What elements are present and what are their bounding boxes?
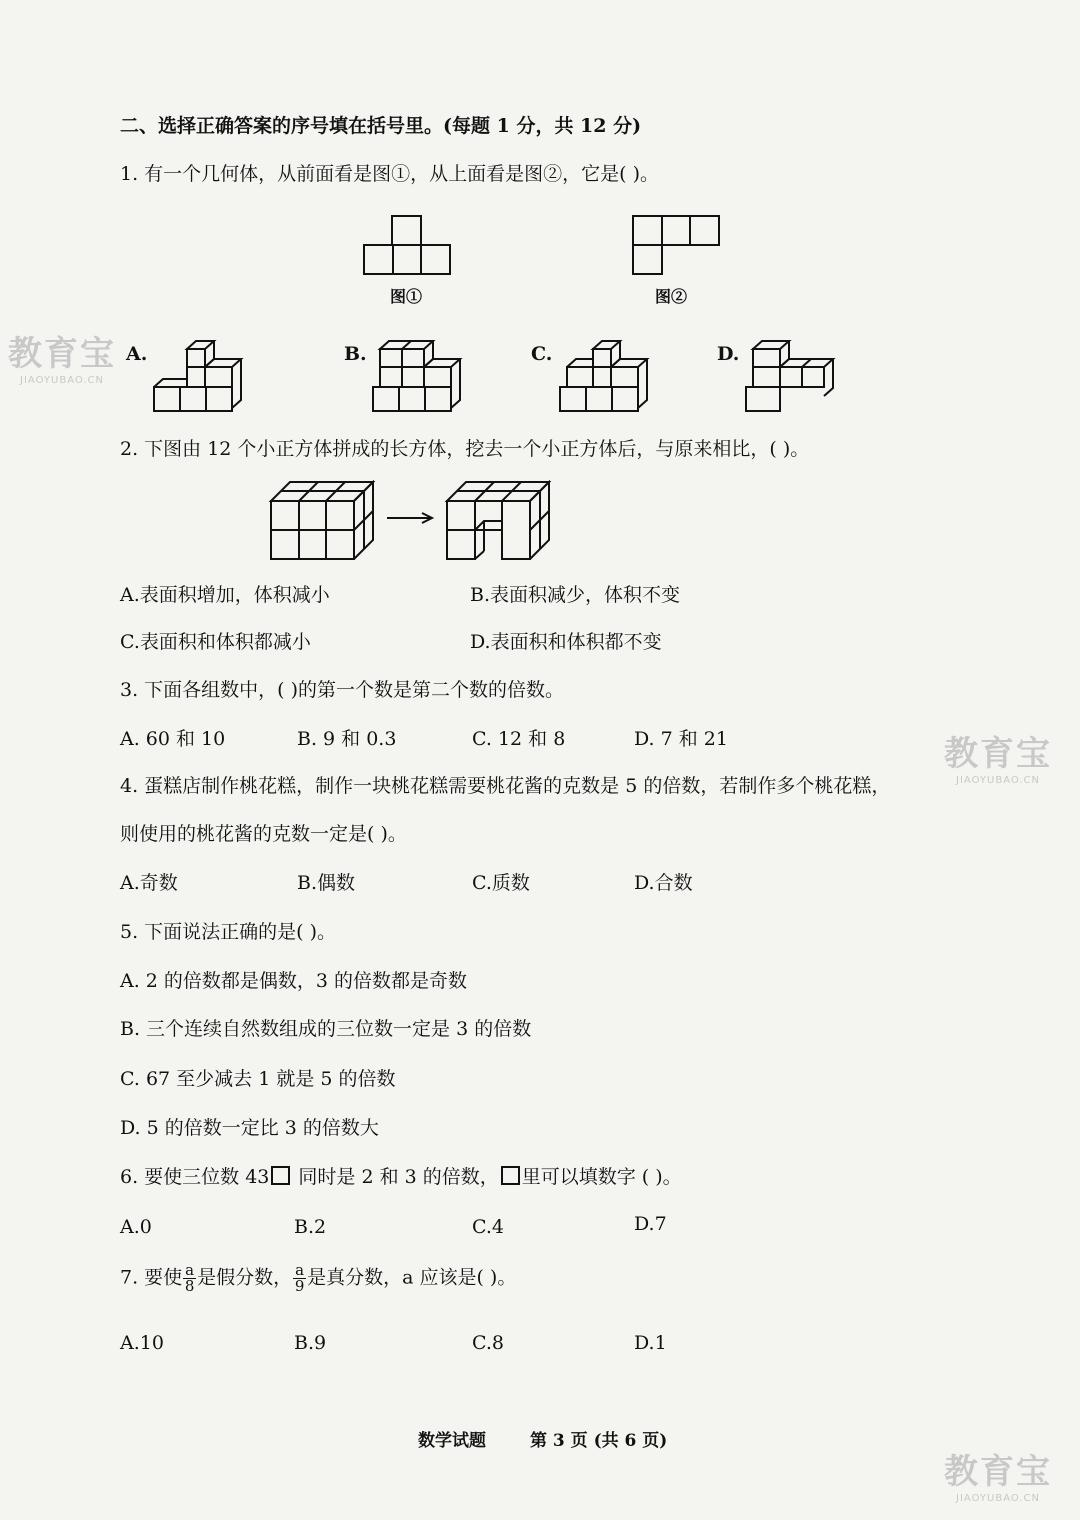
watermark-logo: 教育宝 JIAOYUBAO.CN (944, 734, 1052, 786)
q5-option-b: B. 三个连续自然数组成的三位数一定是 3 的倍数 (120, 1018, 532, 1040)
section-title: 二、选择正确答案的序号填在括号里。(每题 1 分，共 12 分) (120, 115, 642, 137)
figure-2-top-view (632, 215, 720, 275)
fraction-a-over-9: $\frac{a}{9}$ (294, 1261, 305, 1295)
q7-option-a: A.10 (120, 1332, 164, 1354)
q6-option-b: B.2 (294, 1216, 327, 1238)
q7-option-c: C.8 (472, 1332, 504, 1354)
question-7-stem: 7. 要使 $\frac{a}{8}$ 是假分数， $\frac{a}{9}$ 是真分数，a 应该是( )。 (120, 1261, 517, 1295)
q2-cuboid-after (446, 481, 552, 561)
figure-2-label: 图② (655, 287, 688, 306)
q7-option-d: D.1 (634, 1332, 667, 1354)
fraction-a-over-8: $\frac{a}{8}$ (184, 1261, 195, 1295)
question-4-stem-line1: 4. 蛋糕店制作桃花糕，制作一块桃花糕需要桃花酱的克数是 5 的倍数，若制作多个桃花糕， (120, 775, 891, 797)
q4-option-b: B.偶数 (297, 872, 356, 894)
question-1-stem: 1. 有一个几何体，从前面看是图①，从上面看是图②，它是( )。 (120, 163, 660, 185)
q3-option-c: C. 12 和 8 (472, 728, 566, 750)
q3-option-d: D. 7 和 21 (634, 728, 728, 750)
q6-option-a: A.0 (120, 1216, 152, 1238)
q2-cuboid-before (270, 481, 376, 561)
q1-option-c-solid (559, 340, 651, 415)
q5-option-d: D. 5 的倍数一定比 3 的倍数大 (120, 1117, 379, 1139)
q6-option-d: D.7 (634, 1213, 667, 1235)
blank-box (271, 1166, 290, 1185)
figure-1-front-view (363, 215, 451, 275)
q4-option-c: C.质数 (472, 872, 530, 894)
q5-option-a: A. 2 的倍数都是偶数，3 的倍数都是奇数 (120, 970, 468, 992)
watermark-logo: 教育宝 JIAOYUBAO.CN (8, 334, 116, 386)
q4-option-a: A.奇数 (120, 872, 178, 894)
q1-option-a-solid (153, 340, 245, 415)
blank-box (501, 1166, 520, 1185)
question-3-stem: 3. 下面各组数中，( )的第一个数是第二个数的倍数。 (120, 679, 565, 701)
question-6-stem: 6. 要使三位数 43 同时是 2 和 3 的倍数， 里可以填数字 ( )。 (120, 1166, 682, 1188)
q6-option-c: C.4 (472, 1216, 504, 1238)
question-4-stem-line2: 则使用的桃花酱的克数一定是( )。 (120, 823, 407, 845)
q4-option-d: D.合数 (634, 872, 693, 894)
footer-page-number: 第 3 页 (共 6 页) (530, 1431, 668, 1451)
q2-option-d: D.表面积和体积都不变 (470, 631, 662, 653)
q7-option-b: B.9 (294, 1332, 327, 1354)
q5-option-c: C. 67 至少减去 1 就是 5 的倍数 (120, 1068, 396, 1090)
q1-option-a-label: A. (126, 343, 148, 365)
q2-arrow (386, 512, 434, 524)
q3-option-b: B. 9 和 0.3 (297, 728, 397, 750)
q1-option-c-label: C. (531, 343, 553, 365)
q1-option-b-label: B. (344, 343, 367, 365)
q2-option-b: B.表面积减少，体积不变 (470, 584, 681, 606)
footer-subject: 数学试题 (418, 1431, 486, 1451)
q3-option-a: A. 60 和 10 (120, 728, 226, 750)
q1-option-b-solid (372, 340, 464, 415)
question-2-stem: 2. 下图由 12 个小正方体拼成的长方体，挖去一个小正方体后，与原来相比，( )。 (120, 438, 810, 460)
q2-option-a: A.表面积增加，体积减小 (120, 584, 330, 606)
watermark-logo: 教育宝 JIAOYUBAO.CN (944, 1452, 1052, 1504)
question-5-stem: 5. 下面说法正确的是( )。 (120, 921, 337, 943)
q1-option-d-solid (745, 340, 837, 415)
figure-1-label: 图① (390, 287, 423, 306)
q2-option-c: C.表面积和体积都减小 (120, 631, 311, 653)
q1-option-d-label: D. (717, 343, 740, 365)
